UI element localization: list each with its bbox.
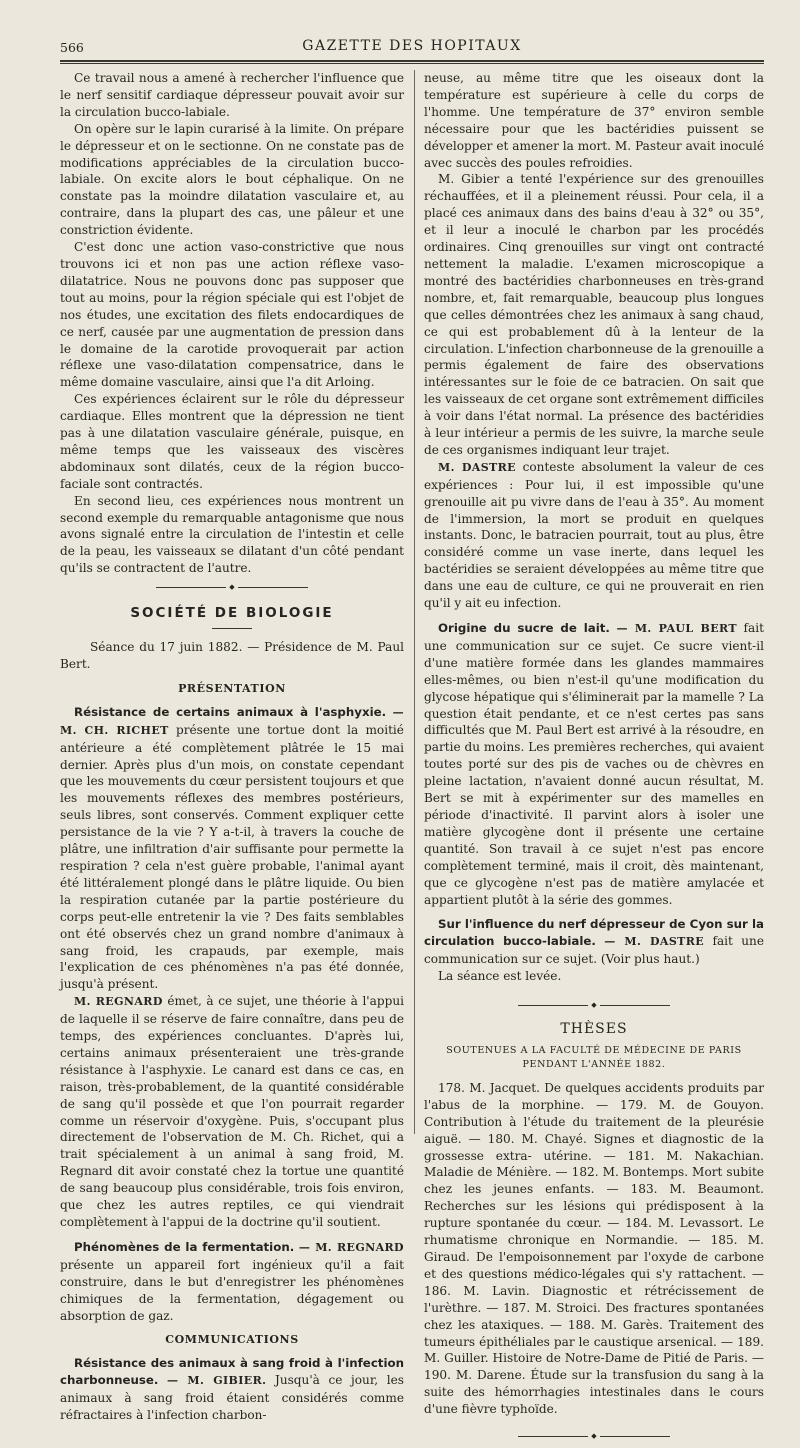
ornament-divider: ◆: [424, 1001, 764, 1009]
subsection-title: PRÉSENTATION: [178, 681, 286, 695]
article-text: présente une tortue dont la moitié antérieure a été complètement plâtrée le 15 mai dernier. Après plus d'un mois, on constate cependant que les mouvements du cœur persistent toujours et que les mouvements réflexes des membres postérieurs, seuls libres, sont conservés. Comment expliquer cette persistance de la vie ? Y a-t-il, à travers la couche de plâtre, une infiltration d'air suffisante pour permette la respiration ? cela n'est guère probable, l'animal ayant été littéralement plongé dans le plâtre liquide. Ou bien la respiration cutanée par la partie postérieure du corps peut-elle entretenir la vie ? Des faits semblables ont été observés chez un grand nombre d'animaux à sang froid, les crapauds, par exemple, mais l'explication de ces phénomènes n'a pas été donnée, jusqu'à présent.: [60, 722, 404, 992]
article: [60, 704, 404, 993]
page-number: 566: [60, 40, 84, 55]
article-text: Jusqu'à ce jour, les animaux à sang froid étaient considérés comme réfractaires à l'infection charbon-: [60, 1373, 404, 1423]
author-name: — M. GIBIER.: [167, 1374, 267, 1388]
subtitle-line: SOUTENUES A LA FACULTÉ DE MÉDECINE DE PARIS: [446, 1044, 742, 1056]
section-title: THÈSES: [560, 1021, 628, 1038]
theses-list: 178. M. Jacquet. De quelques accidents produits par l'abus de la morphine. — 179. M. de Gouyon. Contribution à l'étude du traitement de la pleurésie aiguë. — 180. M. Chayé. Signes et diagnostic de la grossesse extra- utérine. — 181. M. Nakachian. Maladie de Ménière. — 182. M. Bontemps. Mort subite chez les jeunes enfants. — 183. M. Beaumont. Recherches sur les lésions qui prédisposent à la rupture spontanée du cœur. — 184. M. Levassort. Le rhumatisme chronique en Normandie. — 185. M. Giraud. De l'empoisonnement par l'oxyde de carbone et des questions médico-légales qui s'y rattachent. — 186. M. Lavin. Diagnostic et rétrécissement de l'urèthre. — 187. M. Stroici. Des fractures spontanées chez les ataxiques. — 188. M. Garès. Traitement des tumeurs épithéliales par le caustique arsenical. — 189. M. Guiller. Histoire de Notre-Dame de Pitié de Paris. — 190. M. Darene. Étude sur la transfusion du sang à la suite des hémorrhagies intestinales dans le cours d'une fièvre typhoïde.: [424, 1080, 764, 1417]
header-rule-thin: [60, 63, 764, 64]
subtitle-line: PENDANT L'ANNÉE 1882.: [522, 1058, 666, 1070]
paragraph: neuse, au même titre que les oiseaux dont la température est supérieure à celle du corps de l'homme. Une température de 37° environ semble nécessaire pour que les bactéridies puissent se développer et amener la mort. M. Pasteur avait inoculé avec succès des poules refroidies.: [424, 71, 764, 170]
paragraph: En second lieu, ces expériences nous montrent un second exemple du remarquable antagonisme que nous avons signalé entre la circulation de l'intestin et celle de la peau, les vaisseaux se dilatant d'un côté pendant qu'ils se contractent de l'autre.: [60, 493, 404, 576]
right-column: [424, 70, 764, 1448]
author-name: — M. REGNARD: [298, 1240, 404, 1254]
short-rule: [212, 628, 252, 629]
journal-title: GAZETTE DES HOPITAUX: [302, 38, 522, 54]
left-column: [60, 70, 404, 1424]
closing-line: La séance est levée.: [438, 969, 562, 984]
article: [424, 916, 764, 968]
article-text: fait une communication sur ce sujet. Ce sucre vient-il d'une matière formée dans les glandes mammaires elles-mêmes, ou bien n'est-il qu'une modification du glycose hépatique qui s'éliminerait par la mamelle ? La question était pendante, et ce n'est certes pas sans difficultés que M. Paul Bert est arrivé à la résoudre, en partie du moins. Les premières recherches, qui avaient toutes porté sur des pis de vaches ou de chèvres en pleine lactation, n'avaient donné aucun résultat, M. Bert se mit à expérimenter sur des mamelles en période d'inactivité. Il parvint alors à isoler une matière glycogène dont il présente une certaine quantité. Son travail à ce sujet n'est pas encore complètement terminé, mais il croit, dès maintenant, que ce glycogène n'est pas de matière amylacée et appartient plutôt à la série des gommes.: [424, 621, 764, 907]
paragraph: M. Gibier a tenté l'expérience sur des grenouilles réchauffées, et il a pleinement réussi. Pour cela, il a placé ces animaux dans des bains d'eau à 32° ou 35°, et il leur a inoculé le charbon par les procédés ordinaires. Cinq grenouilles sur vingt ont contracté nettement la maladie. L'examen microscopique a montré des bactéridies charbonneuses en très-grand nombre, et, fait remarquable, beaucoup plus longues que celles démontrées chez les animaux à sang chaud, ce qui est probablement dû à la lenteur de la circulation. L'infection charbonneuse de la grenouille a permis également de faire des observations intéressantes sur le foie de ce batracien. On sait que les vaisseaux de cet organe sont extrêmement difficiles à voir dans l'état normal. La présence des bactéridies à leur intérieur a permis de les suivre, la marche seule de ces organismes indiquant leur trajet.: [424, 172, 764, 457]
page-header: [60, 34, 764, 56]
article-text: fait une communication sur ce sujet. (Voir plus haut.): [424, 934, 764, 967]
session-line: Séance du 17 juin 1882. — Présidence de M. Paul Bert.: [60, 640, 404, 671]
paragraph: On opère sur le lapin curarisé à la limite. On prépare le dépresseur et on le sectionne. On ne constate pas de modifications appréciables de la circulation bucco-labiale. On excite alors le bout céphalique. On ne constate pas la moindre dilatation vasculaire et, au contraire, dans la plupart des cas, une pâleur et une constriction évidente.: [60, 121, 404, 238]
header-rule-thick: [60, 60, 764, 62]
paragraph: C'est donc une action vaso-constrictive que nous trouvons ici et non pas une action réflexe vaso-dilatatrice. Nous ne pouvons donc pas supposer que tout au moins, pour la région spéciale qui est l'objet de nos études, une excitation des filets endocardiques de ce nerf, causée par une augmentation de pression dans le domaine de la carotide provoquerait par action réflexe une vaso-dilatation compensatrice, dans le même domaine vasculaire, ainsi que l'a dit Arloing.: [60, 240, 404, 390]
paragraph: Ces expériences éclairent sur le rôle du dépresseur cardiaque. Elles montrent que la dépression ne tient pas à une dilatation vasculaire générale, puisque, en même temps que les vaisseaux des viscères abdominaux sont dilatés, ceux de la région bucco-faciale sont contractés.: [60, 392, 404, 491]
article: [424, 459, 764, 612]
author-name: — M. CH. RICHET: [60, 705, 404, 737]
article-heading: Phénomènes de la fermentation.: [74, 1239, 295, 1254]
column-divider: [414, 70, 415, 1134]
author-name: — M. DASTRE: [604, 935, 705, 949]
section-title: SOCIÉTÉ DE BIOLOGIE: [130, 605, 334, 622]
ornament-divider: ◆: [424, 1432, 764, 1440]
author-name: — M. PAUL BERT: [616, 622, 737, 635]
article: [60, 1239, 404, 1325]
ornament-divider: ◆: [60, 583, 404, 591]
author-name: M. DASTRE: [438, 460, 516, 474]
author-name: M. REGNARD: [74, 995, 163, 1009]
article-heading: Origine du sucre de lait.: [438, 621, 610, 635]
article-heading: Sur l'influence du nerf dépresseur de Cyon sur la circulation bucco-labiale.: [424, 917, 764, 949]
article: [60, 993, 404, 1231]
article-text: conteste absolument la valeur de ces expériences : Pour lui, il est impossible qu'une grenouille ait pu vivre dans de l'eau à 35°. Au moment de l'immersion, la mort se produit en quelques instants. Donc, le batracien pourrait, tout au plus, être considéré comme un vase inerte, dans lequel les bactéridies se seraient développées au même titre que dans une eau de culture, ce qui ne prouverait en rien qu'il y ait eu infection.: [424, 459, 764, 611]
article: [424, 620, 764, 908]
paragraph: Ce travail nous a amené à rechercher l'influence que le nerf sensitif cardiaque dépresseur pouvait avoir sur la circulation bucco-labiale.: [60, 71, 404, 119]
article-text: présente un appareil fort ingénieux qu'il a fait construire, dans le but d'enregistrer les phénomènes chimiques de la fermentation, dégagement ou absorption de gaz.: [60, 1257, 404, 1323]
article: [60, 1355, 404, 1424]
article-heading: Résistance des animaux à sang froid à l'infection charbonneuse.: [60, 1356, 404, 1388]
article-text: émet, à ce sujet, une théorie à l'appui de laquelle il se réserve de faire connaître, dans peu de temps, des expériences concluantes. D'après lui, certains animaux présenteraient une très-grande résistance à l'asphyxie. Le canard est dans ce cas, en raison, très-probablement, de la quantité considérable de sang qu'il possède et que l'on pourrait regarder comme un réservoir d'oxygène. Puis, s'occupant plus directement de l'observation de M. Ch. Richet, qui a trait spécialement à un animal à sang froid, M. Regnard dit avoir constaté chez la tortue une quantité de sang beaucoup plus considérable, trois fois environ, que chez les autres reptiles, ce qui viendrait complètement à l'appui de la doctrine qu'il soutient.: [60, 994, 404, 1229]
article-heading: Résistance de certains animaux à l'asphyxie.: [74, 704, 387, 719]
subsection-title: COMMUNICATIONS: [165, 1333, 299, 1347]
section-subtitle: [424, 1044, 764, 1072]
